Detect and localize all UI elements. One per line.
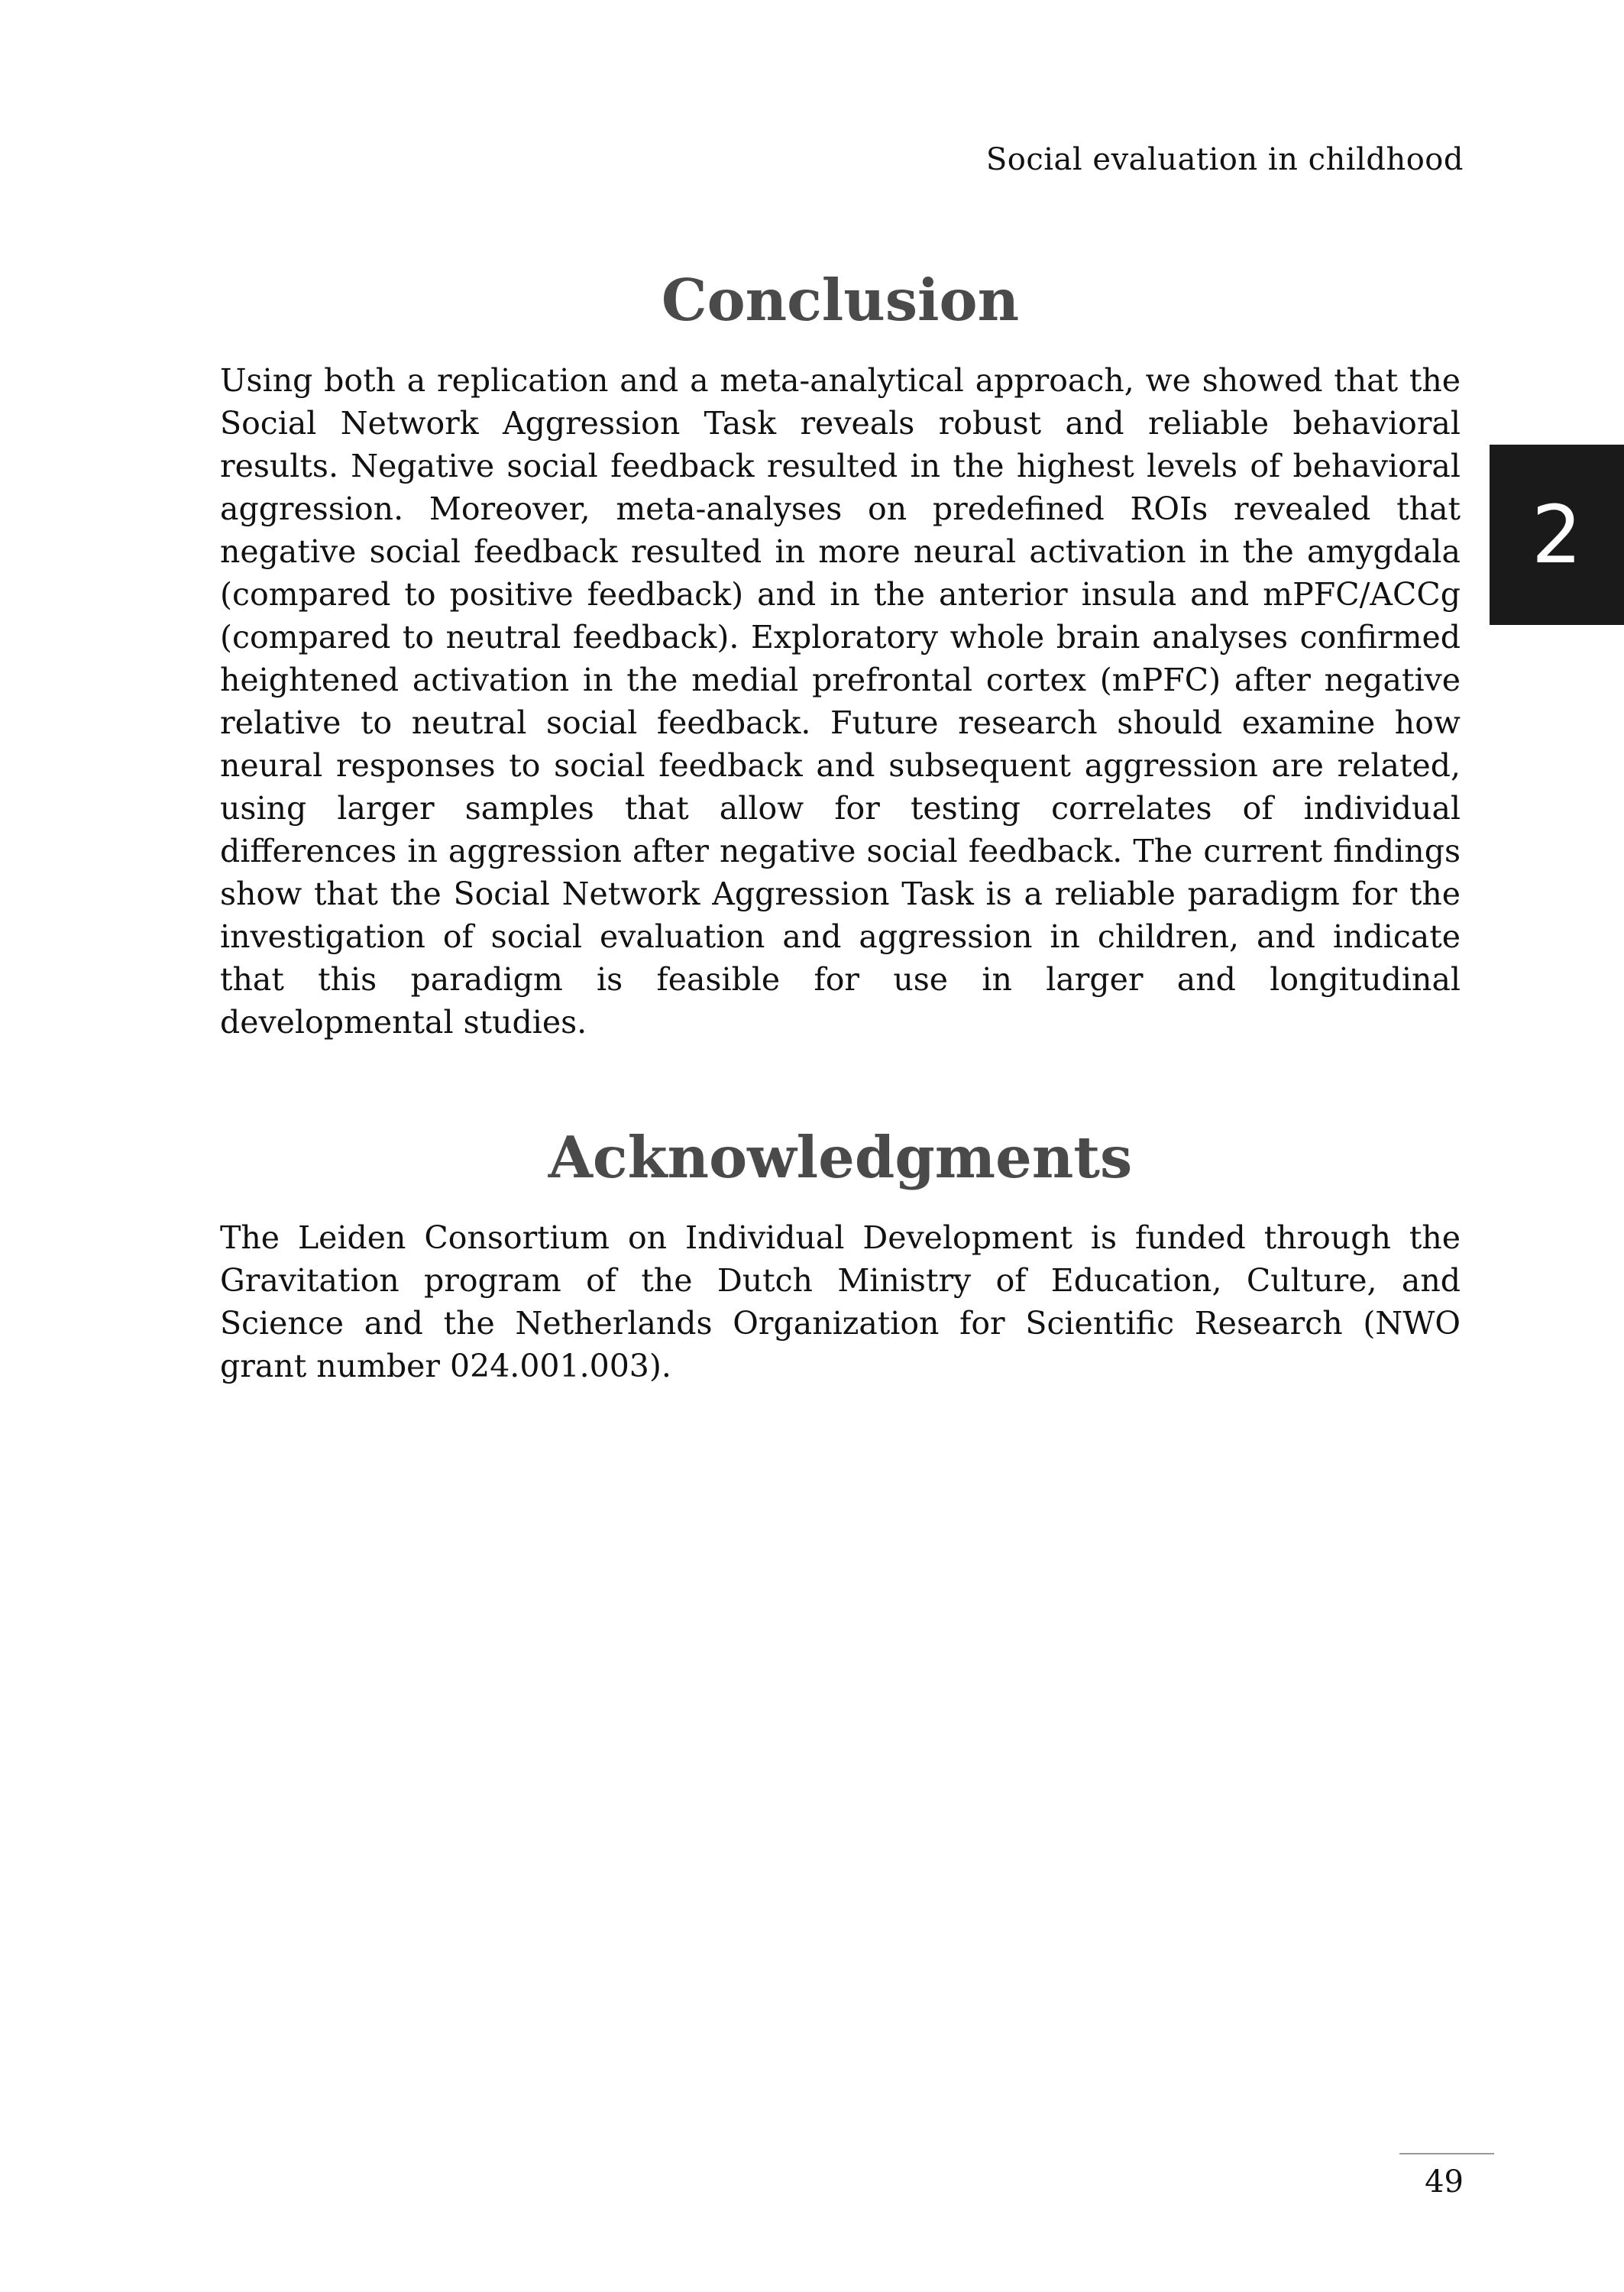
chapter-number-tab: 2 <box>1490 445 1624 625</box>
footer-rule <box>1399 2153 1494 2154</box>
acknowledgments-heading: Acknowledgments <box>548 1124 1133 1191</box>
running-header: Social evaluation in childhood <box>985 142 1464 177</box>
conclusion-heading: Conclusion <box>661 267 1020 334</box>
acknowledgments-paragraph: The Leiden Consortium on Individual Development is funded through the Gravitation program of the Dutch Ministry of Education, Culture, and Science and the Netherlands Organization for Scientific Research (NWO grant number 024.001.003). <box>220 1219 1461 1384</box>
page-number: 49 <box>1425 2164 1464 2200</box>
conclusion-paragraph: Using both a replication and a meta-analytical approach, we showed that the Social Network Aggression Task reveals robust and reliable behavioral results. Negative social feedback resulted in the highest levels of behavioral aggression. Moreover, meta-analyses on predefined ROIs revealed that negative social feedback resulted in more neural activation in the amygdala (compared to positive feedback) and in the anterior insula and mPFC/ACCg (compared to neutral feedback). Exploratory whole brain analyses confirmed heightened activation in the medial prefrontal cortex (mPFC) after negative relative to neutral social feedback. Future research should examine how neural responses to social feedback and subsequent aggression are related, using larger samples that allow for testing correlates of individual differences in aggression after negative social feedback. The current findings show that the Social Network Aggression Task is a reliable paradigm for the investigation of social evaluation and aggression in children, and indicate that this paradigm is feasible for use in larger and longitudinal developmental studies. <box>220 362 1461 1041</box>
